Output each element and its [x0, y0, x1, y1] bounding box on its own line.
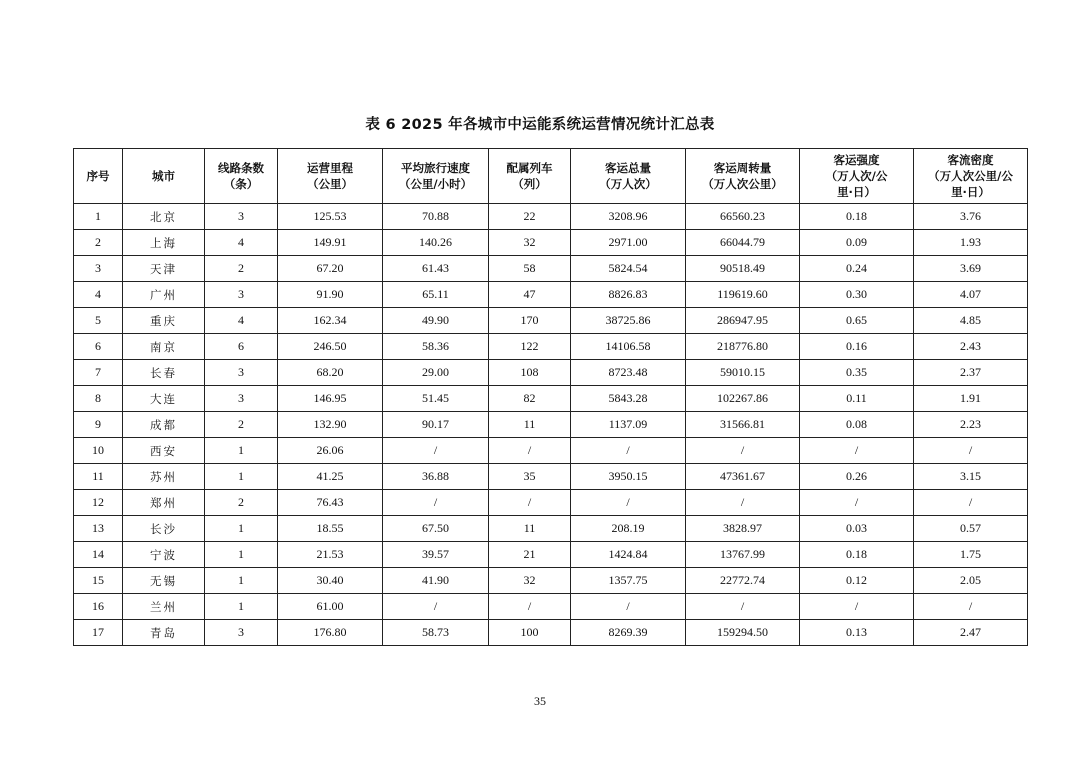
- cell-total-passenger-volume: 14106.58: [571, 334, 686, 360]
- cell-city: 郑州: [123, 490, 205, 516]
- cell-line-count: 4: [205, 230, 278, 256]
- header-line: （列）: [512, 177, 547, 191]
- cell-operating-mileage: 246.50: [278, 334, 383, 360]
- cell-passenger-turnover: 66044.79: [686, 230, 800, 256]
- cell-passenger-intensity: 0.08: [800, 412, 914, 438]
- cell-passenger-flow-density: 4.07: [914, 282, 1028, 308]
- table-row: [74, 594, 1028, 620]
- cell-line-count: 1: [205, 568, 278, 594]
- cell-average-travel-speed: 61.43: [383, 256, 489, 282]
- cell-average-travel-speed: /: [383, 438, 489, 464]
- cell-serial-number: 6: [74, 334, 123, 360]
- cell-operating-mileage: 146.95: [278, 386, 383, 412]
- cell-line-count: 1: [205, 516, 278, 542]
- cell-line-count: 1: [205, 542, 278, 568]
- cell-average-travel-speed: 70.88: [383, 204, 489, 230]
- cell-operating-mileage: 30.40: [278, 568, 383, 594]
- cell-passenger-flow-density: 1.91: [914, 386, 1028, 412]
- cell-passenger-turnover: 3828.97: [686, 516, 800, 542]
- table-row: [74, 282, 1028, 308]
- cell-assigned-trains: 170: [489, 308, 571, 334]
- table-row: [74, 256, 1028, 282]
- cell-city: 宁波: [123, 542, 205, 568]
- cell-passenger-flow-density: 2.43: [914, 334, 1028, 360]
- cell-city: 长春: [123, 360, 205, 386]
- cell-passenger-flow-density: 1.75: [914, 542, 1028, 568]
- cell-passenger-intensity: 0.16: [800, 334, 914, 360]
- cell-average-travel-speed: 65.11: [383, 282, 489, 308]
- cell-line-count: 6: [205, 334, 278, 360]
- cell-operating-mileage: 41.25: [278, 464, 383, 490]
- table-row: [74, 334, 1028, 360]
- cell-city: 大连: [123, 386, 205, 412]
- cell-operating-mileage: 61.00: [278, 594, 383, 620]
- cell-serial-number: 17: [74, 620, 123, 646]
- cell-passenger-intensity: 0.03: [800, 516, 914, 542]
- cell-passenger-intensity: 0.26: [800, 464, 914, 490]
- cell-passenger-flow-density: 2.47: [914, 620, 1028, 646]
- operations-summary-table: [73, 148, 1028, 646]
- cell-operating-mileage: 91.90: [278, 282, 383, 308]
- cell-passenger-turnover: /: [686, 438, 800, 464]
- cell-total-passenger-volume: 1424.84: [571, 542, 686, 568]
- cell-passenger-flow-density: /: [914, 490, 1028, 516]
- cell-passenger-turnover: 90518.49: [686, 256, 800, 282]
- table-row: [74, 464, 1028, 490]
- cell-line-count: 3: [205, 282, 278, 308]
- header-line: 线路条数: [218, 161, 264, 175]
- cell-assigned-trains: 11: [489, 516, 571, 542]
- cell-serial-number: 10: [74, 438, 123, 464]
- header-passenger-intensity: [800, 149, 914, 204]
- cell-passenger-flow-density: 2.05: [914, 568, 1028, 594]
- cell-assigned-trains: 100: [489, 620, 571, 646]
- cell-passenger-turnover: 159294.50: [686, 620, 800, 646]
- cell-passenger-intensity: 0.18: [800, 204, 914, 230]
- cell-city: 重庆: [123, 308, 205, 334]
- table-row: [74, 490, 1028, 516]
- cell-total-passenger-volume: 8269.39: [571, 620, 686, 646]
- cell-passenger-intensity: /: [800, 594, 914, 620]
- cell-passenger-flow-density: 3.69: [914, 256, 1028, 282]
- cell-total-passenger-volume: 1357.75: [571, 568, 686, 594]
- table-row: [74, 204, 1028, 230]
- cell-assigned-trains: 22: [489, 204, 571, 230]
- cell-line-count: 1: [205, 464, 278, 490]
- header-line: （万人次/公: [825, 169, 888, 183]
- cell-serial-number: 5: [74, 308, 123, 334]
- cell-passenger-intensity: 0.35: [800, 360, 914, 386]
- cell-passenger-turnover: 13767.99: [686, 542, 800, 568]
- cell-serial-number: 1: [74, 204, 123, 230]
- header-passenger-flow-density: [914, 149, 1028, 204]
- cell-passenger-turnover: 59010.15: [686, 360, 800, 386]
- header-line: （万人次）: [599, 177, 657, 191]
- cell-serial-number: 14: [74, 542, 123, 568]
- cell-serial-number: 4: [74, 282, 123, 308]
- cell-passenger-turnover: 47361.67: [686, 464, 800, 490]
- cell-line-count: 3: [205, 620, 278, 646]
- header-assigned-trains: [489, 149, 571, 204]
- cell-passenger-turnover: 66560.23: [686, 204, 800, 230]
- header-operating-mileage: [278, 149, 383, 204]
- cell-total-passenger-volume: /: [571, 594, 686, 620]
- table-row: [74, 620, 1028, 646]
- header-passenger-turnover: [686, 149, 800, 204]
- cell-city: 天津: [123, 256, 205, 282]
- cell-average-travel-speed: 36.88: [383, 464, 489, 490]
- cell-operating-mileage: 125.53: [278, 204, 383, 230]
- cell-passenger-flow-density: 3.15: [914, 464, 1028, 490]
- cell-total-passenger-volume: /: [571, 490, 686, 516]
- cell-total-passenger-volume: 1137.09: [571, 412, 686, 438]
- header-line: 序号: [86, 169, 110, 183]
- cell-city: 上海: [123, 230, 205, 256]
- cell-average-travel-speed: /: [383, 490, 489, 516]
- header-line: （条）: [223, 177, 259, 191]
- cell-line-count: 1: [205, 594, 278, 620]
- header-line-count: [205, 149, 278, 204]
- header-line: （万人次公里）: [702, 177, 783, 191]
- cell-serial-number: 7: [74, 360, 123, 386]
- header-line: 平均旅行速度: [401, 161, 470, 175]
- header-city: [123, 149, 205, 204]
- cell-city: 无锡: [123, 568, 205, 594]
- cell-average-travel-speed: 41.90: [383, 568, 489, 594]
- cell-total-passenger-volume: 5824.54: [571, 256, 686, 282]
- cell-average-travel-speed: 58.36: [383, 334, 489, 360]
- cell-passenger-intensity: 0.24: [800, 256, 914, 282]
- header-average-travel-speed: [383, 149, 489, 204]
- cell-passenger-intensity: 0.13: [800, 620, 914, 646]
- cell-serial-number: 15: [74, 568, 123, 594]
- cell-line-count: 2: [205, 256, 278, 282]
- header-line: 里·日）: [837, 185, 876, 199]
- cell-assigned-trains: 11: [489, 412, 571, 438]
- table-row: [74, 516, 1028, 542]
- cell-assigned-trains: /: [489, 438, 571, 464]
- cell-assigned-trains: 108: [489, 360, 571, 386]
- header-line: （公里/小时）: [398, 177, 473, 191]
- cell-passenger-flow-density: 2.23: [914, 412, 1028, 438]
- cell-passenger-flow-density: /: [914, 594, 1028, 620]
- cell-operating-mileage: 76.43: [278, 490, 383, 516]
- cell-passenger-intensity: 0.11: [800, 386, 914, 412]
- cell-total-passenger-volume: 38725.86: [571, 308, 686, 334]
- cell-passenger-turnover: 286947.95: [686, 308, 800, 334]
- cell-passenger-flow-density: 4.85: [914, 308, 1028, 334]
- cell-city: 苏州: [123, 464, 205, 490]
- cell-line-count: 4: [205, 308, 278, 334]
- cell-serial-number: 16: [74, 594, 123, 620]
- header-line: 客流密度: [947, 153, 994, 167]
- table-row: [74, 386, 1028, 412]
- cell-operating-mileage: 132.90: [278, 412, 383, 438]
- cell-serial-number: 13: [74, 516, 123, 542]
- page-number: 35: [534, 694, 546, 708]
- header-line: （公里）: [307, 177, 353, 191]
- cell-passenger-flow-density: 3.76: [914, 204, 1028, 230]
- cell-total-passenger-volume: 2971.00: [571, 230, 686, 256]
- cell-average-travel-speed: 67.50: [383, 516, 489, 542]
- cell-passenger-turnover: 31566.81: [686, 412, 800, 438]
- cell-operating-mileage: 21.53: [278, 542, 383, 568]
- cell-city: 成都: [123, 412, 205, 438]
- table-row: [74, 308, 1028, 334]
- cell-average-travel-speed: 51.45: [383, 386, 489, 412]
- table-row: [74, 568, 1028, 594]
- header-row: [74, 149, 1028, 204]
- cell-passenger-intensity: 0.09: [800, 230, 914, 256]
- cell-passenger-intensity: /: [800, 438, 914, 464]
- header-line: 运营里程: [307, 161, 353, 175]
- cell-assigned-trains: /: [489, 594, 571, 620]
- cell-average-travel-speed: 90.17: [383, 412, 489, 438]
- cell-passenger-turnover: 218776.80: [686, 334, 800, 360]
- table-row: [74, 438, 1028, 464]
- cell-operating-mileage: 18.55: [278, 516, 383, 542]
- cell-passenger-turnover: /: [686, 594, 800, 620]
- cell-operating-mileage: 26.06: [278, 438, 383, 464]
- cell-line-count: 2: [205, 412, 278, 438]
- cell-total-passenger-volume: 208.19: [571, 516, 686, 542]
- cell-serial-number: 12: [74, 490, 123, 516]
- header-line: 客运总量: [605, 161, 651, 175]
- cell-serial-number: 11: [74, 464, 123, 490]
- cell-total-passenger-volume: 8723.48: [571, 360, 686, 386]
- cell-city: 西安: [123, 438, 205, 464]
- cell-assigned-trains: 35: [489, 464, 571, 490]
- cell-serial-number: 3: [74, 256, 123, 282]
- cell-assigned-trains: 47: [489, 282, 571, 308]
- cell-passenger-flow-density: 2.37: [914, 360, 1028, 386]
- cell-line-count: 3: [205, 360, 278, 386]
- cell-passenger-flow-density: 0.57: [914, 516, 1028, 542]
- cell-passenger-intensity: 0.65: [800, 308, 914, 334]
- cell-line-count: 2: [205, 490, 278, 516]
- cell-passenger-intensity: 0.30: [800, 282, 914, 308]
- cell-line-count: 1: [205, 438, 278, 464]
- cell-assigned-trains: /: [489, 490, 571, 516]
- cell-total-passenger-volume: 3208.96: [571, 204, 686, 230]
- cell-line-count: 3: [205, 386, 278, 412]
- cell-city: 青岛: [123, 620, 205, 646]
- cell-total-passenger-volume: 3950.15: [571, 464, 686, 490]
- cell-serial-number: 8: [74, 386, 123, 412]
- cell-passenger-intensity: /: [800, 490, 914, 516]
- cell-operating-mileage: 68.20: [278, 360, 383, 386]
- header-line: 里·日）: [951, 185, 990, 199]
- cell-operating-mileage: 162.34: [278, 308, 383, 334]
- cell-assigned-trains: 21: [489, 542, 571, 568]
- cell-average-travel-speed: /: [383, 594, 489, 620]
- table-row: [74, 542, 1028, 568]
- cell-city: 北京: [123, 204, 205, 230]
- cell-total-passenger-volume: 8826.83: [571, 282, 686, 308]
- table-row: [74, 230, 1028, 256]
- cell-average-travel-speed: 58.73: [383, 620, 489, 646]
- cell-passenger-flow-density: /: [914, 438, 1028, 464]
- header-line: 客运周转量: [713, 161, 772, 175]
- cell-total-passenger-volume: 5843.28: [571, 386, 686, 412]
- cell-total-passenger-volume: /: [571, 438, 686, 464]
- cell-passenger-flow-density: 1.93: [914, 230, 1028, 256]
- cell-city: 南京: [123, 334, 205, 360]
- cell-serial-number: 2: [74, 230, 123, 256]
- header-line: 客运强度: [833, 153, 880, 167]
- table-row: [74, 412, 1028, 438]
- header-serial-number: [74, 149, 123, 204]
- table-body: [74, 204, 1028, 646]
- cell-passenger-turnover: 22772.74: [686, 568, 800, 594]
- cell-line-count: 3: [205, 204, 278, 230]
- header-line: （万人次公里/公: [928, 169, 1013, 183]
- cell-operating-mileage: 67.20: [278, 256, 383, 282]
- cell-assigned-trains: 32: [489, 230, 571, 256]
- cell-assigned-trains: 32: [489, 568, 571, 594]
- header-total-passenger-volume: [571, 149, 686, 204]
- cell-operating-mileage: 176.80: [278, 620, 383, 646]
- cell-average-travel-speed: 49.90: [383, 308, 489, 334]
- cell-passenger-intensity: 0.12: [800, 568, 914, 594]
- cell-passenger-intensity: 0.18: [800, 542, 914, 568]
- cell-city: 广州: [123, 282, 205, 308]
- cell-serial-number: 9: [74, 412, 123, 438]
- cell-operating-mileage: 149.91: [278, 230, 383, 256]
- cell-passenger-turnover: 119619.60: [686, 282, 800, 308]
- header-line: 城市: [152, 169, 175, 183]
- cell-passenger-turnover: /: [686, 490, 800, 516]
- header-line: 配属列车: [506, 161, 553, 175]
- cell-assigned-trains: 122: [489, 334, 571, 360]
- table-row: [74, 360, 1028, 386]
- cell-average-travel-speed: 29.00: [383, 360, 489, 386]
- table-title: 表 6 2025 年各城市中运能系统运营情况统计汇总表: [365, 117, 715, 133]
- cell-city: 兰州: [123, 594, 205, 620]
- cell-average-travel-speed: 39.57: [383, 542, 489, 568]
- cell-average-travel-speed: 140.26: [383, 230, 489, 256]
- cell-assigned-trains: 58: [489, 256, 571, 282]
- cell-city: 长沙: [123, 516, 205, 542]
- cell-passenger-turnover: 102267.86: [686, 386, 800, 412]
- cell-assigned-trains: 82: [489, 386, 571, 412]
